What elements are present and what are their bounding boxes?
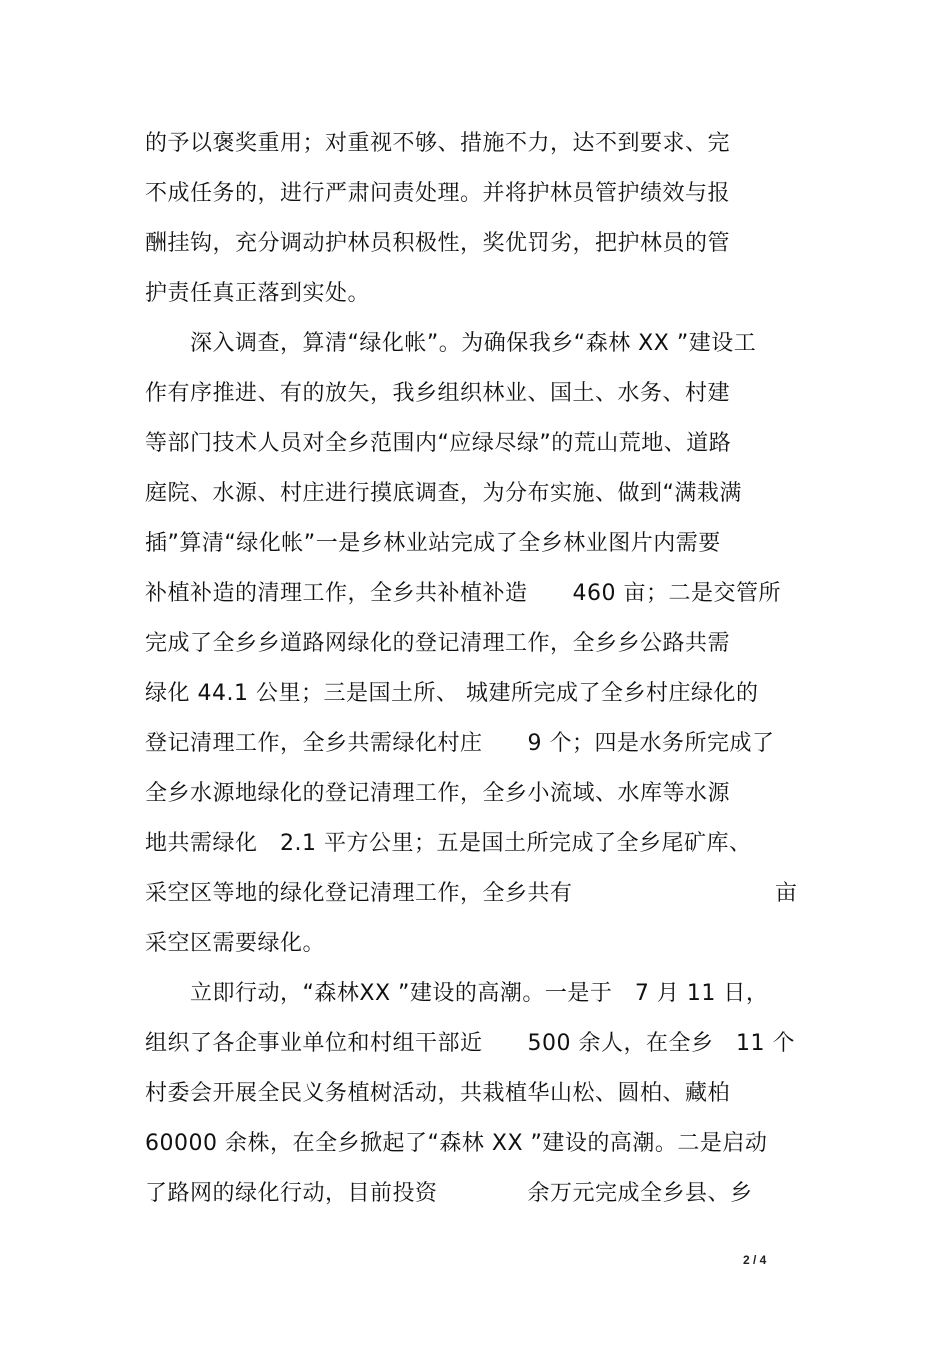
- text-line: 插”算清“绿化帐”一是乡林业站完成了全乡林业图片内需要: [145, 531, 721, 556]
- text-line: 完成了全乡乡道路网绿化的登记清理工作，全乡乡公路共需: [145, 631, 731, 656]
- text-line: 采空区需要绿化。: [145, 931, 326, 956]
- text-line: 深入调查，算清“绿化帐”。为确保我乡“森林 XX ”建设工: [145, 331, 757, 356]
- text-line: 作有序推进、有的放矢，我乡组织林业、国土、水务、村建: [145, 381, 731, 406]
- page-number: 2 / 4: [743, 1253, 767, 1267]
- text-line: 地共需绿化 2.1 平方公里；五是国土所完成了全乡尾矿库、: [145, 831, 752, 856]
- text-line: 的予以褒奖重用；对重视不够、措施不力，达不到要求、完: [145, 131, 731, 156]
- text-line: 庭院、水源、村庄进行摸底调查，为分布实施、做到“满栽满: [145, 481, 742, 506]
- text-line: 不成任务的，进行严肃问责处理。并将护林员管护绩效与报: [145, 181, 731, 206]
- text-line: 补植补造的清理工作，全乡共补植补造 460 亩；二是交管所: [145, 581, 781, 606]
- text-line: 绿化 44.1 公里；三是国土所、 城建所完成了全乡村庄绿化的: [145, 681, 759, 706]
- text-line: 60000 余株，在全乡掀起了“森林 XX ”建设的高潮。二是启动: [145, 1131, 768, 1156]
- text-line: 村委会开展全民义务植树活动，共栽植华山松、圆柏、藏柏: [145, 1081, 731, 1106]
- text-line: 酬挂钩，充分调动护林员积极性，奖优罚劣，把护林员的管: [145, 231, 731, 256]
- text-line: 登记清理工作，全乡共需绿化村庄 9 个；四是水务所完成了: [145, 731, 775, 756]
- text-line: 组织了各企事业单位和村组干部近 500 余人，在全乡 11 个: [145, 1031, 795, 1056]
- text-line: 立即行动，“森林XX ”建设的高潮。一是于 7 月 11 日，: [145, 981, 769, 1006]
- text-line: 等部门技术人员对全乡范围内“应绿尽绿”的荒山荒地、道路: [145, 431, 732, 456]
- text-line: 全乡水源地绿化的登记清理工作，全乡小流域、水库等水源: [145, 781, 731, 806]
- text-line: 护责任真正落到实处。: [145, 281, 371, 306]
- text-line: 了路网的绿化行动，目前投资 余万元完成全乡县、乡: [145, 1181, 753, 1206]
- text-line: 采空区等地的绿化登记清理工作，全乡共有 亩: [145, 881, 798, 906]
